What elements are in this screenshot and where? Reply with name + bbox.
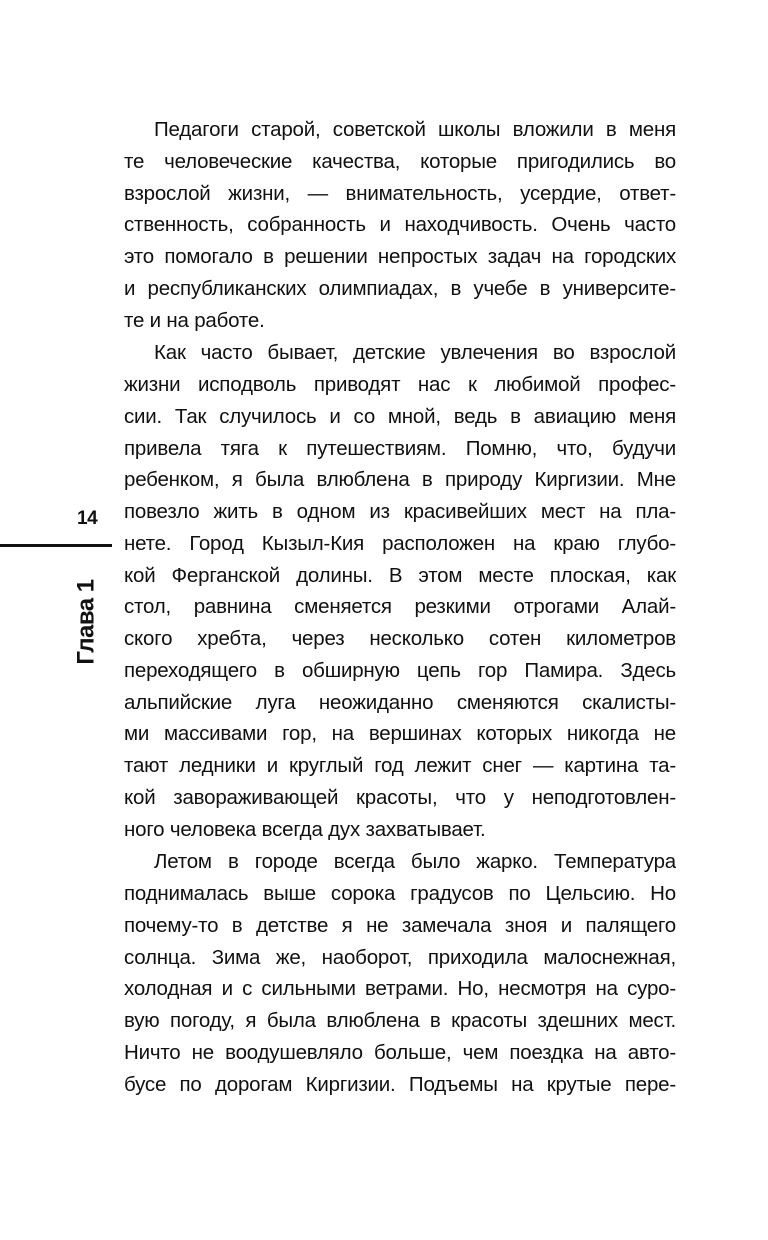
text-line: Как часто бывает, детские увлечения во взрослой [154,341,676,365]
text-line: ного человека всегда дух захватывает. [124,817,486,841]
text-line: ского хребта, через несколько сотен километров [124,627,676,650]
text-line: ми массивами гор, на вершинах которых никогда не [124,722,676,746]
text-line: повезло жить в одном из красивейших мест на пла- [124,500,676,523]
text-line: привела тяга к путешествиям. Помню, что, будучи [124,436,676,460]
text-line: кой завораживающей красоты, что у неподготовлен- [124,785,676,809]
text-line: солнца. Зима же, наоборот, приходила малоснежная, [124,945,676,969]
text-line: взрослой жизни, — внимательность, усердие, ответ- [124,181,676,205]
paragraph [124,846,676,1100]
text-line: нете. Город Кызыл-Кия расположен на краю глубо- [124,531,676,555]
text-line: бусе по дорогам Киргизии. Подъемы на крутые пере- [124,1072,676,1096]
text-line: те человеческие качества, которые пригодились во [124,149,676,173]
margin-rule [0,544,112,547]
body-text [124,114,676,1100]
text-line: почему-то в детстве я не замечала зноя и палящего [124,913,676,937]
text-line: поднималась выше сорока градусов по Цельсию. Но [124,882,676,905]
text-line: те и на работе. [124,308,265,332]
text-line: это помогало в решении непростых задач на городских [124,245,676,268]
text-line: стол, равнина сменяется резкими отрогами Алай- [124,595,676,619]
text-line: и республиканских олимпиадах, в учебе в университе- [124,276,676,300]
text-line: Ничто не воодушевляло больше, чем поездка на авто- [124,1040,676,1064]
text-line: альпийские луга неожиданно сменяются скалисты- [124,690,676,714]
chapter-title: Глава 1 [73,579,100,665]
text-line: жизни исподволь приводят нас к любимой профес- [124,373,676,396]
text-line: переходящего в обширную цепь гор Памира. Здесь [124,658,676,682]
paragraph [124,114,676,336]
page-number: 14 [77,508,98,529]
text-line: ственность, собранность и находчивость. Очень часто [124,213,676,237]
text-line: холодная и с сильными ветрами. Но, несмотря на суро- [124,977,676,1001]
paragraph [124,337,676,845]
text-line: сии. Так случилось и со мной, ведь в авиацию меня [124,404,676,428]
text-line: кой Ферганской долины. В этом месте плоская, как [124,563,676,587]
text-line: Педагоги старой, советской школы вложили в меня [154,118,676,141]
text-line: тают ледники и круглый год лежит снег — картина та- [124,754,676,777]
text-line: ребенком, я была влюблена в природу Киргизии. Мне [124,468,676,492]
text-line: Летом в городе всегда было жарко. Температура [154,850,676,874]
chapter-label [68,575,106,669]
text-line: вую погоду, я была влюблена в красоты здешних мест. [124,1009,676,1032]
